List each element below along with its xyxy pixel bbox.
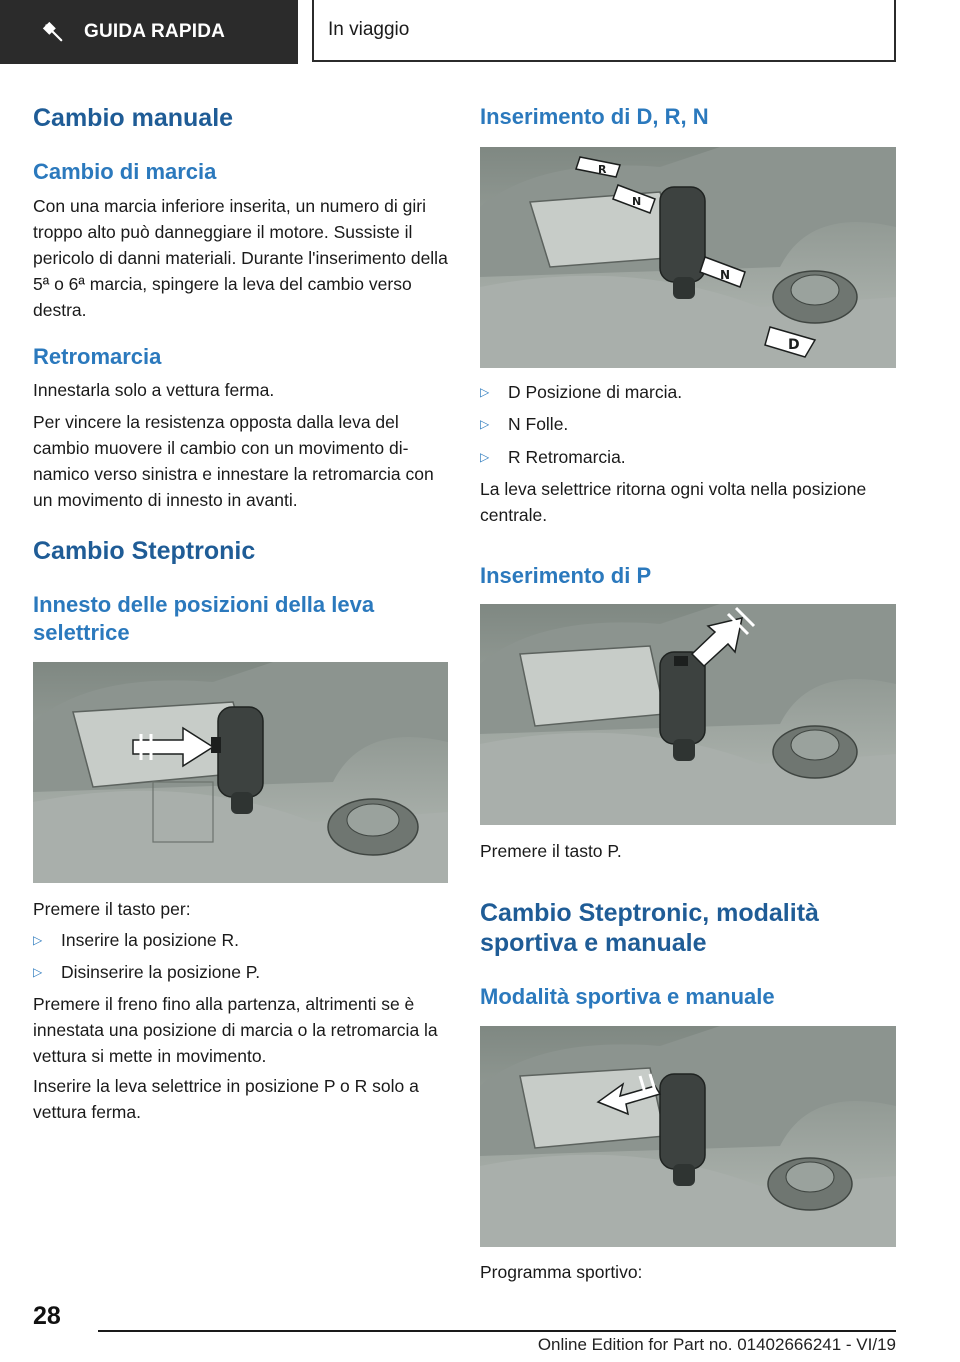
position-n-label-upper: N [632,195,642,208]
text-sport-program: Programma sportivo: [480,1262,643,1282]
text-insert-lever: Inserire la leva selettrice in posizione P o R solo a vettura ferma. [33,1076,419,1122]
quick-guide-tab[interactable] [0,0,298,64]
heading-steptronic: Cambio Steptronic [33,537,256,565]
triangle-bullet-icon: ▷ [480,385,490,399]
text-shifting: Con una marcia inferiore inserita, un numero di giri troppo alto può danneggiare il motore. Sussiste il pericolo di danni materiali. Durante l'inserimento della 5ª o 6ª marcia, spingere la leva del cambio verso destra. [33,196,448,320]
text-press-p: Premere il tasto P. [480,841,622,861]
heading-engage-p: Inserimento di P [480,563,652,588]
list-item [480,379,682,405]
triangle-bullet-icon: ▷ [33,965,43,979]
heading-sport-manual-mode: Modalità sportiva e manuale [480,984,775,1009]
heading-reverse: Retromarcia [33,344,162,369]
footer-edition: Online Edition for Part no. 01402666241 - VI/19 [537,1335,896,1354]
list-item [480,444,626,470]
page-number: 28 [33,1302,61,1330]
text-reverse-2: Per vincere la resistenza opposta dalla leva del cambio muovere il cambio con un movimento dinamico verso sinistra e innestare la retromarcia con un movimento di innesto in avanti. [33,412,434,510]
page-header [0,0,960,66]
footer-divider [98,1330,896,1332]
triangle-bullet-icon: ▷ [33,933,43,947]
p-button-photo [480,604,896,825]
text-brake: Premere il freno fino alla partenza, altrimenti se è innestata una posizione di marcia o la retromarcia la vettura si mette in movimento. [33,994,438,1066]
heading-shifting: Cambio di marcia [33,159,217,184]
list-item-text: Disinserire la posizione P. [61,962,261,982]
position-n-label-lower: N [720,268,731,282]
list-item-text: D Posizione di marcia. [508,382,683,402]
list-item [33,959,260,985]
pin-icon [42,21,64,43]
heading-engage-drn: Inserimento di D, R, N [480,104,709,129]
position-d-label: D [788,337,800,353]
list-item [480,411,568,437]
heading-manual-gearbox: Cambio manuale [33,104,234,132]
section-title: In viaggio [312,0,896,62]
quick-guide-label: GUIDA RAPIDA [84,21,226,42]
triangle-bullet-icon: ▷ [480,450,490,464]
heading-engage-positions: Innesto delle posizioni della leva selettrice [33,592,375,645]
list-item-text: Inserire la posizione R. [61,930,239,950]
list-item [33,927,239,953]
list-item-text: N Folle. [508,414,569,434]
drn-positions-photo [480,147,896,368]
position-r-label: R [598,163,607,176]
triangle-bullet-icon: ▷ [480,417,490,431]
text-press-button-for: Premere il tasto per: [33,899,191,919]
text-reverse-1: Innestarla solo a vettura ferma. [33,380,275,400]
text-lever-returns: La leva selettrice ritorna ogni volta nella posizione centrale. [480,479,867,525]
selector-lever-button-photo [33,662,448,883]
sport-mode-photo [480,1026,896,1247]
heading-steptronic-sport: Cambio Steptronic, modalità sportiva e manuale [480,899,819,957]
list-item-text: R Retromarcia. [508,447,626,467]
